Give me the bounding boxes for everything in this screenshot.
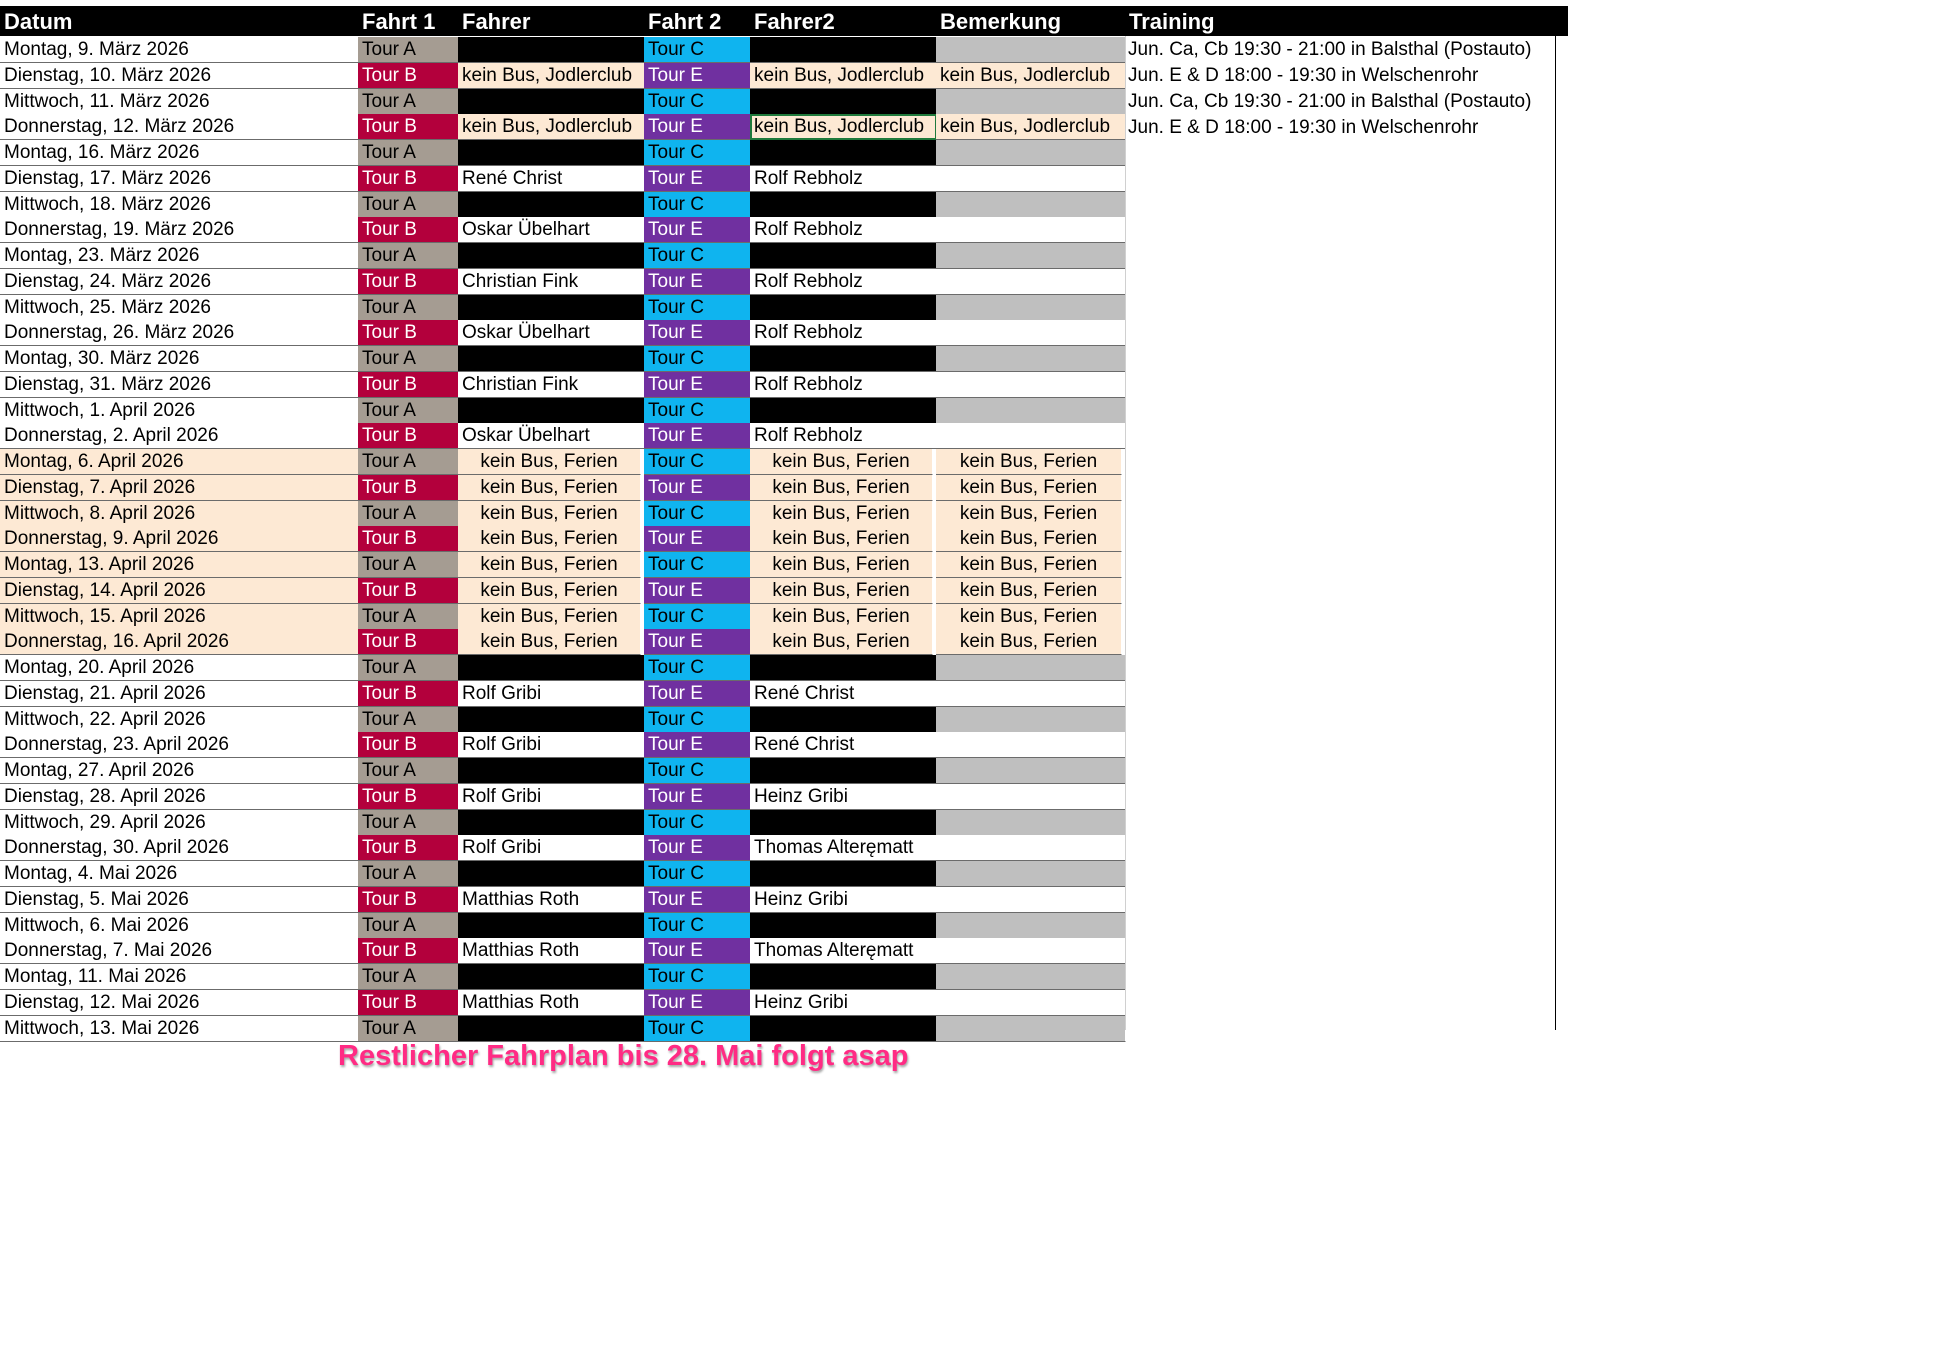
- cell-fahrt2[interactable]: Tour E: [644, 732, 751, 758]
- cell-fahrer[interactable]: Christian Fink: [458, 269, 645, 295]
- cell-fahrer2[interactable]: [750, 964, 937, 990]
- cell-fahrer[interactable]: [458, 964, 645, 990]
- cell-fahrer[interactable]: kein Bus, Ferien: [458, 604, 641, 630]
- cell-bemerkung[interactable]: [936, 166, 1126, 192]
- cell-fahrt2[interactable]: Tour C: [644, 37, 751, 63]
- cell-datum[interactable]: Montag, 11. Mai 2026: [0, 964, 359, 990]
- cell-fahrt2[interactable]: Tour E: [644, 423, 751, 449]
- cell-bemerkung[interactable]: [936, 835, 1126, 861]
- cell-bemerkung[interactable]: [936, 732, 1126, 758]
- cell-fahrer2[interactable]: kein Bus, Ferien: [750, 475, 933, 501]
- cell-bemerkung[interactable]: [936, 655, 1126, 681]
- cell-fahrt2[interactable]: Tour E: [644, 629, 751, 655]
- cell-datum[interactable]: Donnerstag, 2. April 2026: [0, 423, 359, 449]
- cell-bemerkung[interactable]: [936, 913, 1126, 939]
- cell-fahrt1[interactable]: Tour A: [358, 758, 459, 784]
- cell-fahrer2[interactable]: Rolf Rebholz: [750, 217, 937, 243]
- cell-fahrer2[interactable]: [750, 1016, 937, 1042]
- cell-datum[interactable]: Mittwoch, 22. April 2026: [0, 707, 359, 733]
- cell-fahrt2[interactable]: Tour C: [644, 758, 751, 784]
- cell-bemerkung[interactable]: [936, 89, 1126, 115]
- cell-bemerkung[interactable]: [936, 938, 1126, 964]
- training-line[interactable]: Jun. E & D 18:00 - 19:30 in Welschenrohr: [1128, 65, 1479, 86]
- cell-datum[interactable]: Donnerstag, 16. April 2026: [0, 629, 359, 655]
- cell-datum[interactable]: Dienstag, 17. März 2026: [0, 166, 359, 192]
- cell-fahrt2[interactable]: Tour C: [644, 295, 751, 321]
- cell-datum[interactable]: Donnerstag, 19. März 2026: [0, 217, 359, 243]
- cell-fahrer2[interactable]: [750, 243, 937, 269]
- cell-fahrer2[interactable]: kein Bus, Ferien: [750, 526, 933, 552]
- cell-datum[interactable]: Montag, 6. April 2026: [0, 449, 359, 475]
- cell-datum[interactable]: Donnerstag, 7. Mai 2026: [0, 938, 359, 964]
- cell-fahrer[interactable]: kein Bus, Jodlerclub: [458, 63, 645, 89]
- cell-fahrer[interactable]: [458, 192, 645, 218]
- cell-datum[interactable]: Mittwoch, 11. März 2026: [0, 89, 359, 115]
- cell-bemerkung[interactable]: [936, 990, 1126, 1016]
- cell-fahrer[interactable]: Rolf Gribi: [458, 784, 645, 810]
- cell-fahrer2[interactable]: kein Bus, Ferien: [750, 552, 933, 578]
- cell-datum[interactable]: Mittwoch, 18. März 2026: [0, 192, 359, 218]
- cell-fahrer[interactable]: Matthias Roth: [458, 887, 645, 913]
- cell-fahrt2[interactable]: Tour C: [644, 501, 751, 527]
- cell-fahrt1[interactable]: Tour A: [358, 243, 459, 269]
- cell-fahrer[interactable]: [458, 913, 645, 939]
- cell-bemerkung[interactable]: [936, 140, 1126, 166]
- cell-fahrt1[interactable]: Tour B: [358, 629, 459, 655]
- cell-fahrer[interactable]: [458, 243, 645, 269]
- cell-fahrt2[interactable]: Tour E: [644, 887, 751, 913]
- cell-fahrer[interactable]: kein Bus, Ferien: [458, 526, 641, 552]
- cell-fahrer[interactable]: Oskar Übelhart: [458, 217, 645, 243]
- cell-bemerkung[interactable]: kein Bus, Ferien: [936, 552, 1122, 578]
- column-divider: [1125, 36, 1126, 1030]
- cell-fahrer[interactable]: Oskar Übelhart: [458, 320, 645, 346]
- cell-bemerkung[interactable]: [936, 217, 1126, 243]
- cell-fahrer2[interactable]: [750, 37, 937, 63]
- cell-datum[interactable]: Dienstag, 24. März 2026: [0, 269, 359, 295]
- cell-datum[interactable]: Dienstag, 10. März 2026: [0, 63, 359, 89]
- cell-fahrt1[interactable]: Tour B: [358, 423, 459, 449]
- cell-fahrer2[interactable]: [750, 810, 937, 836]
- cell-datum[interactable]: Dienstag, 7. April 2026: [0, 475, 359, 501]
- header-training[interactable]: Training: [1125, 6, 1568, 36]
- cell-fahrer2[interactable]: Heinz Gribi: [750, 990, 937, 1016]
- cell-fahrt1[interactable]: Tour B: [358, 217, 459, 243]
- cell-bemerkung[interactable]: kein Bus, Ferien: [936, 475, 1122, 501]
- cell-fahrer2[interactable]: [750, 346, 937, 372]
- cell-fahrt2[interactable]: Tour E: [644, 372, 751, 398]
- cell-datum[interactable]: Mittwoch, 25. März 2026: [0, 295, 359, 321]
- cell-datum[interactable]: Donnerstag, 23. April 2026: [0, 732, 359, 758]
- cell-fahrt1[interactable]: Tour A: [358, 552, 459, 578]
- cell-datum[interactable]: Dienstag, 12. Mai 2026: [0, 990, 359, 1016]
- training-line[interactable]: Jun. E & D 18:00 - 19:30 in Welschenrohr: [1128, 117, 1479, 138]
- cell-fahrt1[interactable]: Tour A: [358, 861, 459, 887]
- cell-fahrer[interactable]: [458, 1016, 645, 1042]
- cell-fahrt1[interactable]: Tour B: [358, 578, 459, 604]
- cell-fahrt2[interactable]: Tour E: [644, 320, 751, 346]
- cell-fahrer[interactable]: Matthias Roth: [458, 938, 645, 964]
- cell-datum[interactable]: Montag, 30. März 2026: [0, 346, 359, 372]
- cell-datum[interactable]: Dienstag, 14. April 2026: [0, 578, 359, 604]
- cell-fahrer[interactable]: Rolf Gribi: [458, 732, 645, 758]
- cell-bemerkung[interactable]: [936, 295, 1126, 321]
- cell-bemerkung[interactable]: [936, 398, 1126, 424]
- cell-fahrer2[interactable]: [750, 140, 937, 166]
- cell-fahrer2[interactable]: Rolf Rebholz: [750, 423, 937, 449]
- cell-fahrt2[interactable]: Tour C: [644, 1016, 751, 1042]
- cell-bemerkung[interactable]: [936, 243, 1126, 269]
- cell-datum[interactable]: Montag, 23. März 2026: [0, 243, 359, 269]
- cell-fahrt2[interactable]: Tour E: [644, 166, 751, 192]
- cell-fahrt2[interactable]: Tour E: [644, 835, 751, 861]
- cell-datum[interactable]: Dienstag, 31. März 2026: [0, 372, 359, 398]
- cell-fahrer[interactable]: [458, 295, 645, 321]
- cell-fahrt1[interactable]: Tour A: [358, 449, 459, 475]
- cell-fahrer2[interactable]: [750, 913, 937, 939]
- cell-fahrt2[interactable]: Tour E: [644, 526, 751, 552]
- cell-fahrer2[interactable]: kein Bus, Ferien: [750, 629, 933, 655]
- cell-fahrt2[interactable]: Tour E: [644, 578, 751, 604]
- cell-fahrt1[interactable]: Tour B: [358, 526, 459, 552]
- cell-bemerkung[interactable]: [936, 320, 1126, 346]
- cell-fahrt1[interactable]: Tour A: [358, 913, 459, 939]
- cell-bemerkung[interactable]: [936, 810, 1126, 836]
- cell-fahrt2[interactable]: Tour C: [644, 552, 751, 578]
- cell-fahrer[interactable]: René Christ: [458, 166, 645, 192]
- cell-fahrt1[interactable]: Tour B: [358, 269, 459, 295]
- cell-bemerkung[interactable]: kein Bus, Jodlerclub: [936, 114, 1126, 140]
- cell-fahrt1[interactable]: Tour A: [358, 1016, 459, 1042]
- cell-fahrer2[interactable]: Rolf Rebholz: [750, 166, 937, 192]
- cell-fahrer2[interactable]: kein Bus, Jodlerclub: [750, 63, 937, 89]
- cell-fahrer2[interactable]: [750, 707, 937, 733]
- cell-fahrer[interactable]: [458, 37, 645, 63]
- cell-fahrt2[interactable]: Tour E: [644, 269, 751, 295]
- cell-fahrt2[interactable]: Tour C: [644, 707, 751, 733]
- cell-bemerkung[interactable]: [936, 372, 1126, 398]
- cell-datum[interactable]: Mittwoch, 1. April 2026: [0, 398, 359, 424]
- cell-fahrt2[interactable]: Tour E: [644, 475, 751, 501]
- cell-fahrer2[interactable]: René Christ: [750, 732, 937, 758]
- cell-bemerkung[interactable]: [936, 192, 1126, 218]
- cell-fahrt2[interactable]: Tour C: [644, 140, 751, 166]
- cell-datum[interactable]: Montag, 27. April 2026: [0, 758, 359, 784]
- cell-fahrt2[interactable]: Tour E: [644, 114, 751, 140]
- cell-fahrt2[interactable]: Tour E: [644, 217, 751, 243]
- cell-datum[interactable]: Donnerstag, 30. April 2026: [0, 835, 359, 861]
- cell-fahrt2[interactable]: Tour C: [644, 655, 751, 681]
- cell-bemerkung[interactable]: [936, 269, 1126, 295]
- cell-bemerkung[interactable]: [936, 861, 1126, 887]
- cell-fahrt2[interactable]: Tour C: [644, 243, 751, 269]
- cell-fahrer2[interactable]: René Christ: [750, 681, 937, 707]
- cell-fahrt1[interactable]: Tour A: [358, 89, 459, 115]
- cell-fahrer2[interactable]: [750, 655, 937, 681]
- cell-fahrer2[interactable]: Rolf Rebholz: [750, 269, 937, 295]
- header-bemerkung[interactable]: Bemerkung: [936, 6, 1125, 36]
- cell-bemerkung[interactable]: kein Bus, Ferien: [936, 449, 1122, 475]
- cell-datum[interactable]: Montag, 4. Mai 2026: [0, 861, 359, 887]
- cell-datum[interactable]: Donnerstag, 9. April 2026: [0, 526, 359, 552]
- header-fahrt2[interactable]: Fahrt 2: [644, 6, 750, 36]
- cell-fahrt1[interactable]: Tour B: [358, 372, 459, 398]
- cell-fahrt1[interactable]: Tour B: [358, 990, 459, 1016]
- cell-fahrt1[interactable]: Tour A: [358, 707, 459, 733]
- cell-fahrt2[interactable]: Tour C: [644, 810, 751, 836]
- cell-fahrt2[interactable]: Tour C: [644, 913, 751, 939]
- cell-fahrer[interactable]: [458, 398, 645, 424]
- cell-bemerkung[interactable]: [936, 1016, 1126, 1042]
- cell-fahrt1[interactable]: Tour B: [358, 63, 459, 89]
- cell-fahrer2[interactable]: Thomas Alteręmatt: [750, 835, 937, 861]
- cell-datum[interactable]: Montag, 20. April 2026: [0, 655, 359, 681]
- cell-fahrt2[interactable]: Tour C: [644, 861, 751, 887]
- cell-fahrer[interactable]: [458, 346, 645, 372]
- cell-fahrer2[interactable]: [750, 192, 937, 218]
- header-fahrer[interactable]: Fahrer: [458, 6, 644, 36]
- cell-fahrt2[interactable]: Tour E: [644, 784, 751, 810]
- cell-fahrer[interactable]: [458, 655, 645, 681]
- cell-fahrer[interactable]: Matthias Roth: [458, 990, 645, 1016]
- cell-bemerkung[interactable]: kein Bus, Ferien: [936, 604, 1122, 630]
- cell-fahrer[interactable]: kein Bus, Ferien: [458, 449, 641, 475]
- training-line[interactable]: Jun. Ca, Cb 19:30 - 21:00 in Balsthal (Postauto): [1128, 39, 1532, 60]
- schedule-note: Restlicher Fahrplan bis 28. Mai folgt asap: [338, 1040, 909, 1072]
- cell-datum[interactable]: Montag, 9. März 2026: [0, 37, 359, 63]
- cell-fahrer2[interactable]: [750, 89, 937, 115]
- cell-fahrer[interactable]: [458, 758, 645, 784]
- cell-fahrt1[interactable]: Tour B: [358, 938, 459, 964]
- cell-fahrer2[interactable]: Rolf Rebholz: [750, 372, 937, 398]
- cell-fahrt2[interactable]: Tour C: [644, 398, 751, 424]
- cell-fahrt1[interactable]: Tour A: [358, 655, 459, 681]
- cell-fahrt1[interactable]: Tour A: [358, 398, 459, 424]
- cell-datum[interactable]: Mittwoch, 8. April 2026: [0, 501, 359, 527]
- header-datum[interactable]: Datum: [0, 6, 358, 36]
- cell-fahrer[interactable]: [458, 861, 645, 887]
- cell-fahrt2[interactable]: Tour E: [644, 938, 751, 964]
- cell-fahrt1[interactable]: Tour B: [358, 784, 459, 810]
- cell-fahrt2[interactable]: Tour C: [644, 89, 751, 115]
- cell-datum[interactable]: Donnerstag, 12. März 2026: [0, 114, 359, 140]
- cell-bemerkung[interactable]: kein Bus, Jodlerclub: [936, 63, 1126, 89]
- cell-fahrer2[interactable]: kein Bus, Ferien: [750, 449, 933, 475]
- cell-fahrer2[interactable]: [750, 861, 937, 887]
- cell-fahrt1[interactable]: Tour A: [358, 346, 459, 372]
- cell-fahrt1[interactable]: Tour A: [358, 810, 459, 836]
- cell-fahrer2[interactable]: Rolf Rebholz: [750, 320, 937, 346]
- cell-fahrt2[interactable]: Tour E: [644, 63, 751, 89]
- cell-fahrt1[interactable]: Tour B: [358, 732, 459, 758]
- cell-bemerkung[interactable]: kein Bus, Ferien: [936, 501, 1122, 527]
- cell-fahrt1[interactable]: Tour A: [358, 192, 459, 218]
- cell-fahrt2[interactable]: Tour C: [644, 192, 751, 218]
- cell-fahrer[interactable]: [458, 140, 645, 166]
- cell-fahrer[interactable]: kein Bus, Ferien: [458, 578, 641, 604]
- cell-fahrt1[interactable]: Tour B: [358, 681, 459, 707]
- cell-datum[interactable]: Mittwoch, 6. Mai 2026: [0, 913, 359, 939]
- cell-datum[interactable]: Mittwoch, 13. Mai 2026: [0, 1016, 359, 1042]
- cell-fahrer2[interactable]: Thomas Alteręmatt: [750, 938, 937, 964]
- cell-fahrer[interactable]: Rolf Gribi: [458, 681, 645, 707]
- column-divider: [1555, 36, 1556, 1030]
- cell-bemerkung[interactable]: [936, 681, 1126, 707]
- cell-datum[interactable]: Mittwoch, 15. April 2026: [0, 604, 359, 630]
- cell-fahrt2[interactable]: Tour C: [644, 346, 751, 372]
- cell-fahrer[interactable]: kein Bus, Ferien: [458, 475, 641, 501]
- header-fahrt1[interactable]: Fahrt 1: [358, 6, 458, 36]
- cell-fahrer2[interactable]: kein Bus, Jodlerclub: [750, 114, 937, 140]
- cell-fahrer[interactable]: kein Bus, Jodlerclub: [458, 114, 645, 140]
- header-fahrer2[interactable]: Fahrer2: [750, 6, 936, 36]
- cell-fahrer2[interactable]: [750, 295, 937, 321]
- cell-fahrt1[interactable]: Tour A: [358, 964, 459, 990]
- cell-datum[interactable]: Mittwoch, 29. April 2026: [0, 810, 359, 836]
- cell-bemerkung[interactable]: [936, 758, 1126, 784]
- cell-fahrt2[interactable]: Tour C: [644, 964, 751, 990]
- cell-fahrer[interactable]: [458, 89, 645, 115]
- cell-fahrer2[interactable]: kein Bus, Ferien: [750, 604, 933, 630]
- cell-fahrt2[interactable]: Tour E: [644, 681, 751, 707]
- cell-bemerkung[interactable]: [936, 707, 1126, 733]
- cell-fahrer[interactable]: kein Bus, Ferien: [458, 629, 641, 655]
- cell-fahrt1[interactable]: Tour B: [358, 166, 459, 192]
- cell-fahrt1[interactable]: Tour A: [358, 37, 459, 63]
- cell-fahrer[interactable]: kein Bus, Ferien: [458, 552, 641, 578]
- cell-fahrer2[interactable]: [750, 758, 937, 784]
- cell-bemerkung[interactable]: kein Bus, Ferien: [936, 629, 1122, 655]
- cell-bemerkung[interactable]: [936, 423, 1126, 449]
- cell-bemerkung[interactable]: [936, 37, 1126, 63]
- cell-fahrer[interactable]: Oskar Übelhart: [458, 423, 645, 449]
- cell-bemerkung[interactable]: [936, 346, 1126, 372]
- cell-fahrt1[interactable]: Tour B: [358, 835, 459, 861]
- cell-fahrer[interactable]: Christian Fink: [458, 372, 645, 398]
- cell-fahrt1[interactable]: Tour A: [358, 604, 459, 630]
- cell-datum[interactable]: Dienstag, 21. April 2026: [0, 681, 359, 707]
- cell-fahrer2[interactable]: kein Bus, Ferien: [750, 501, 933, 527]
- cell-fahrt2[interactable]: Tour E: [644, 990, 751, 1016]
- cell-fahrt1[interactable]: Tour B: [358, 887, 459, 913]
- cell-fahrt1[interactable]: Tour A: [358, 295, 459, 321]
- cell-fahrer2[interactable]: Heinz Gribi: [750, 887, 937, 913]
- cell-bemerkung[interactable]: [936, 964, 1126, 990]
- cell-fahrer[interactable]: Rolf Gribi: [458, 835, 645, 861]
- cell-fahrt1[interactable]: Tour A: [358, 501, 459, 527]
- cell-fahrt1[interactable]: Tour B: [358, 320, 459, 346]
- cell-fahrt1[interactable]: Tour A: [358, 140, 459, 166]
- cell-bemerkung[interactable]: kein Bus, Ferien: [936, 526, 1122, 552]
- cell-fahrer[interactable]: [458, 707, 645, 733]
- cell-fahrer[interactable]: kein Bus, Ferien: [458, 501, 641, 527]
- cell-datum[interactable]: Donnerstag, 26. März 2026: [0, 320, 359, 346]
- cell-fahrer2[interactable]: [750, 398, 937, 424]
- cell-bemerkung[interactable]: [936, 784, 1126, 810]
- cell-fahrt1[interactable]: Tour B: [358, 475, 459, 501]
- cell-datum[interactable]: Montag, 13. April 2026: [0, 552, 359, 578]
- cell-fahrt1[interactable]: Tour B: [358, 114, 459, 140]
- cell-datum[interactable]: Dienstag, 5. Mai 2026: [0, 887, 359, 913]
- cell-bemerkung[interactable]: [936, 887, 1126, 913]
- training-line[interactable]: Jun. Ca, Cb 19:30 - 21:00 in Balsthal (Postauto): [1128, 91, 1532, 112]
- cell-fahrer2[interactable]: kein Bus, Ferien: [750, 578, 933, 604]
- cell-bemerkung[interactable]: kein Bus, Ferien: [936, 578, 1122, 604]
- cell-fahrt2[interactable]: Tour C: [644, 449, 751, 475]
- cell-fahrer[interactable]: [458, 810, 645, 836]
- cell-fahrer2[interactable]: Heinz Gribi: [750, 784, 937, 810]
- cell-fahrt2[interactable]: Tour C: [644, 604, 751, 630]
- cell-datum[interactable]: Dienstag, 28. April 2026: [0, 784, 359, 810]
- cell-datum[interactable]: Montag, 16. März 2026: [0, 140, 359, 166]
